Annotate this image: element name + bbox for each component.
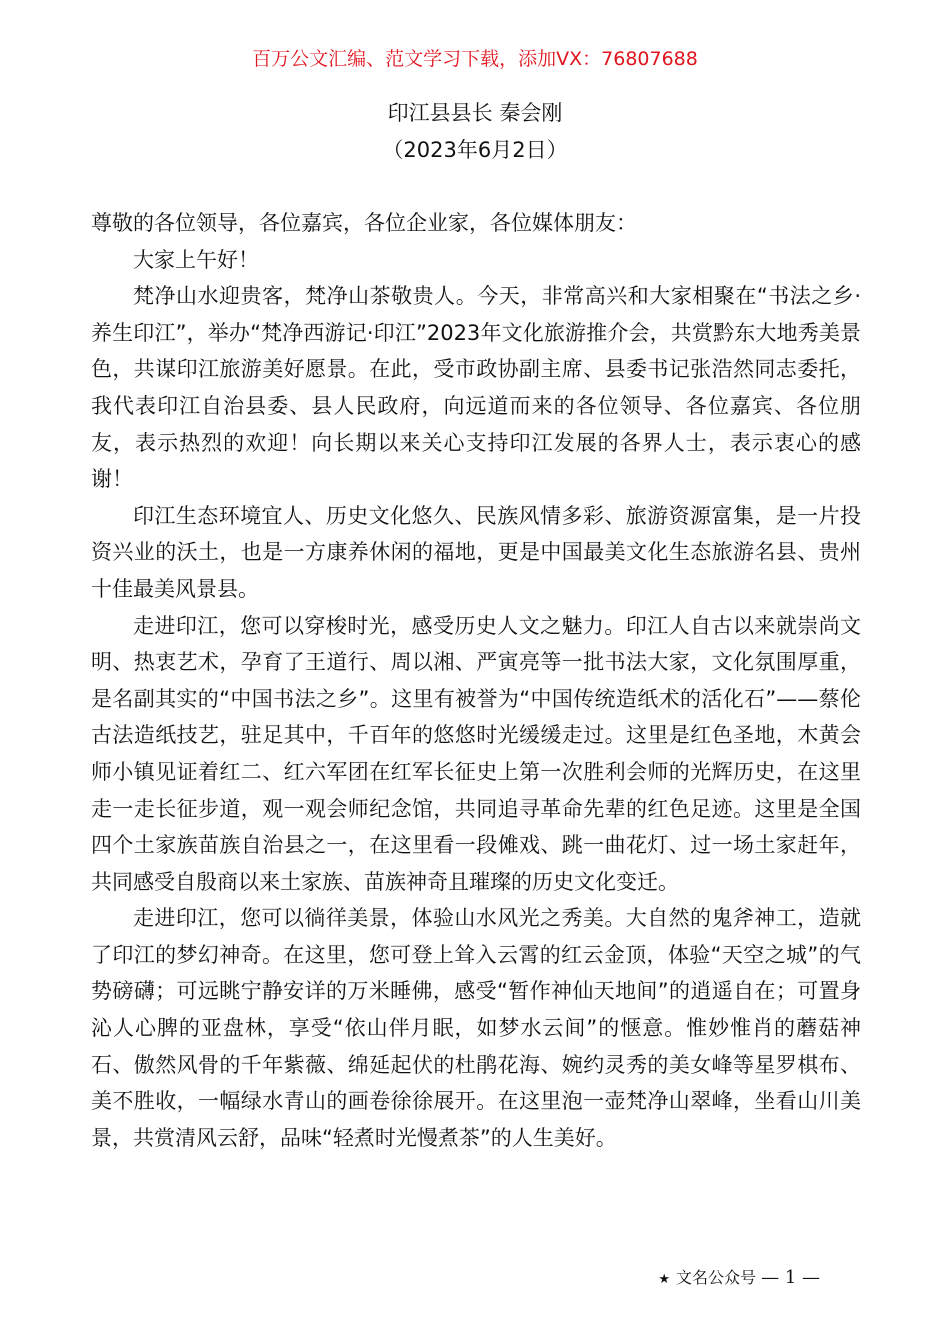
paragraph: 走进印江，您可以徜徉美景，体验山水风光之秀美。大自然的鬼斧神工，造就了印江的梦幻神奇。在这里，您可登上耸入云霄的红云金顶，体验“天空之城”的气势磅礴；可远眺宁静安详的万米睡佛，感受“暂作神仙天地间”的逍遥自在；可置身沁人心脾的亚盘林，享受“依山伴月眠，如梦水云间”的惬意。惟妙惟肖的蘑菇神石、傲然风骨的千年紫薇、绵延起伏的杜鹃花海、婉约灵秀的美女峰等星罗棋布、美不胜收，一幅绿水青山的画卷徐徐展开。在这里泡一壶梵净山翠峰，坐看山川美景，共赏清风云舒，品味“轻煮时光慢煮茶”的人生美好。 bbox=[91, 906, 861, 1150]
page-number: — 1 — bbox=[761, 1267, 820, 1288]
speech-body bbox=[91, 205, 861, 1156]
paragraph: 梵净山水迎贵客，梵净山茶敬贵人。今天，非常高兴和大家相聚在“书法之乡·养生印江”，举办“梵净西游记·印江”2023年文化旅游推介会，共赏黔东大地秀美景色，共谋印江旅游美好愿景。在此，受市政协副主席、县委书记张浩然同志委托，我代表印江自治县委、县人民政府，向远道而来的各位领导、各位嘉宾、各位朋友，表示热烈的欢迎！向长期以来关心支持印江发展的各界人士，表示衷心的感谢！ bbox=[91, 284, 861, 492]
paragraph: 大家上午好！ bbox=[133, 247, 259, 272]
paragraph: 印江生态环境宜人、历史文化悠久、民族风情多彩、旅游资源富集，是一片投资兴业的沃土，也是一方康养休闲的福地，更是中国最美文化生态旅游名县、贵州十佳最美风景县。 bbox=[91, 503, 861, 601]
salutation: 尊敬的各位领导，各位嘉宾，各位企业家，各位媒体朋友： bbox=[91, 211, 637, 235]
date-line: （2023年6月2日） bbox=[382, 138, 568, 162]
star-icon: ★ bbox=[658, 1272, 670, 1287]
footer-source: 文名公众号 bbox=[675, 1268, 756, 1287]
author-line: 印江县县长 秦会刚 bbox=[387, 101, 563, 125]
header-banner: 百万公文汇编、范文学习下载，添加VX：76807688 bbox=[252, 48, 698, 70]
page-footer bbox=[658, 1266, 820, 1292]
paragraph: 走进印江，您可以穿梭时光，感受历史人文之魅力。印江人自古以来就崇尚文明、热衷艺术，孕育了王道行、周以湘、严寅亮等一批书法大家，文化氛围厚重，是名副其实的“中国书法之乡”。这里有被誉为“中国传统造纸术的活化石”——蔡伦古法造纸技艺，驻足其中，千百年的悠悠时光缓缓走过。这里是红色圣地，木黄会师小镇见证着红二、红六军团在红军长征史上第一次胜利会师的光辉历史，在这里走一走长征步道，观一观会师纪念馆，共同追寻革命先辈的红色足迹。这里是全国四个土家族苗族自治县之一，在这里看一段傩戏、跳一曲花灯、过一场土家赶年，共同感受自殷商以来土家族、苗族神奇且璀璨的历史文化变迁。 bbox=[91, 613, 861, 894]
